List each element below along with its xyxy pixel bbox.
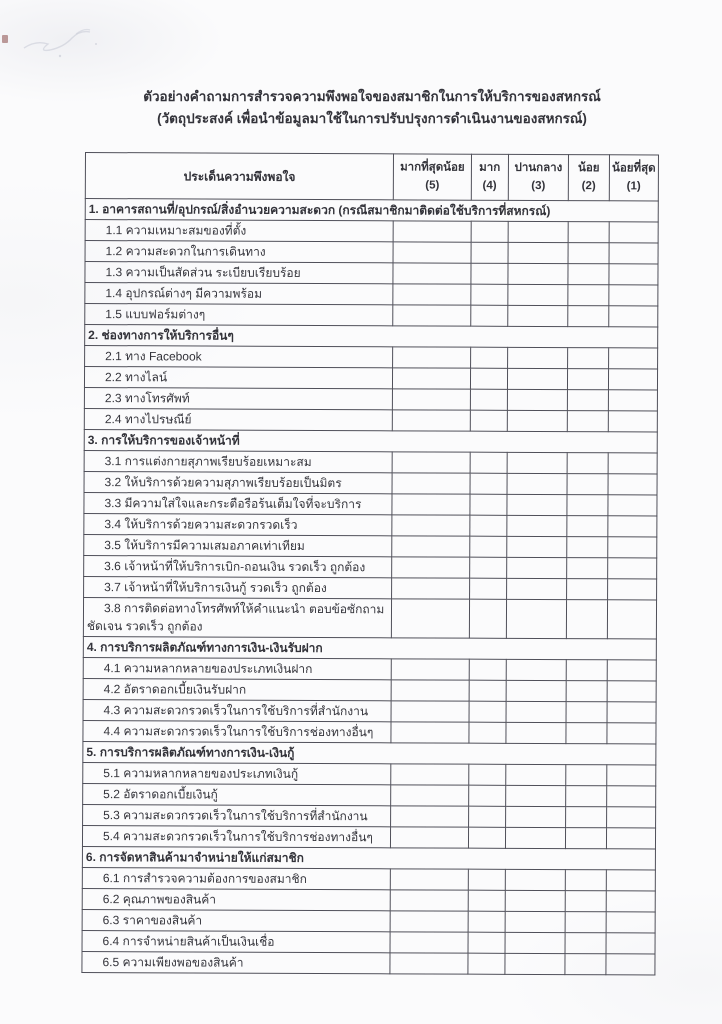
- rating-cell-empty: [468, 911, 505, 932]
- rating-cell-empty: [508, 284, 568, 305]
- rating-cell-empty: [471, 242, 508, 263]
- rating-cell-empty: [470, 473, 507, 494]
- rating-cell-empty: [505, 953, 565, 974]
- rating-cell-empty: [565, 891, 606, 912]
- survey-item-label: 6.1 การสำรวจความต้องการของสมาชิก: [82, 867, 390, 889]
- rating-cell-empty: [565, 933, 606, 954]
- section-title: 4. การบริการผลิตภัณฑ์ทางการเงิน-เงินรับฝาก: [83, 636, 656, 660]
- section-title: 1. อาคารสถานที่/อุปกรณ์/สิ่งอำนวยความสะดวก (กรณีสมาชิกมาติดต่อใช้บริการที่สหกรณ์): [85, 199, 658, 222]
- rating-cell-empty: [566, 765, 607, 786]
- survey-item-label: 1.2 ความสะดวกในการเดินทาง: [85, 241, 393, 263]
- survey-item-row: [85, 346, 658, 369]
- survey-item-label: 2.4 ทางไปรษณีย์: [84, 408, 392, 430]
- rating-cell-empty: [568, 264, 609, 285]
- survey-item-row: [84, 555, 657, 578]
- rating-cell-empty: [507, 473, 567, 494]
- rating-cell-empty: [506, 659, 566, 680]
- satisfaction-survey-table: [81, 152, 659, 975]
- document-title-line1: ตัวอย่างคำถามการสำรวจความพึงพอใจของสมาชิกในการให้บริการของสหกรณ์: [143, 89, 601, 104]
- rating-cell-empty: [566, 807, 607, 828]
- rating-column-header-2: [568, 155, 609, 201]
- rating-cell-empty: [507, 536, 567, 557]
- rating-cell-empty: [507, 368, 567, 389]
- rating-5-label: มากที่สุดน้อย: [400, 161, 465, 174]
- survey-item-label: 1.4 อุปกรณ์ต่างๆ มีความพร้อม: [85, 283, 393, 305]
- rating-5-value: (5): [425, 178, 440, 192]
- rating-3-value: (3): [531, 179, 546, 192]
- rating-cell-empty: [608, 390, 657, 411]
- rating-cell-empty: [392, 536, 469, 557]
- rating-cell-empty: [393, 368, 470, 389]
- survey-item-row: [82, 825, 655, 848]
- rating-cell-empty: [469, 680, 506, 701]
- rating-cell-empty: [393, 263, 470, 284]
- rating-cell-empty: [393, 284, 470, 305]
- rating-cell-empty: [609, 222, 658, 243]
- survey-item-label: 3.3 มีความใส่ใจและกระตือรือร้นเต็มใจที่จะบริการ: [84, 492, 392, 514]
- rating-cell-empty: [470, 410, 507, 431]
- survey-item-label: 3.8 การติดต่อทางโทรศัพท์ให้คำแนะนำ ตอบข้อซักถาม ชัดเจน รวดเร็ว ถูกต้อง: [83, 597, 391, 637]
- rating-cell-empty: [392, 599, 470, 638]
- document-title: [85, 86, 659, 129]
- survey-item-label: 4.4 ความสะดวกรวดเร็วในการใช้บริการช่องทางอื่นๆ: [83, 720, 391, 742]
- rating-cell-empty: [393, 242, 470, 263]
- survey-item-row: [83, 804, 656, 828]
- rating-cell-empty: [566, 723, 607, 744]
- scan-artifact-speck: [2, 35, 8, 43]
- rating-cell-empty: [507, 557, 567, 578]
- survey-item-label: 3.5 ให้บริการมีความเสมอภาคเท่าเทียม: [84, 534, 392, 556]
- rating-cell-empty: [469, 701, 506, 722]
- rating-cell-empty: [391, 869, 468, 890]
- rating-4-value: (4): [482, 179, 497, 192]
- rating-cell-empty: [469, 578, 506, 599]
- rating-cell-empty: [470, 305, 507, 326]
- survey-item-label: 4.2 อัตราดอกเบี้ยเงินรับฝาก: [83, 678, 391, 700]
- rating-cell-empty: [606, 786, 655, 807]
- table-header-row: [85, 153, 658, 201]
- rating-cell-empty: [470, 494, 507, 515]
- survey-item-row: [84, 408, 657, 432]
- survey-item-row: [82, 951, 655, 975]
- rating-cell-empty: [393, 347, 470, 368]
- survey-item-label: 4.3 ความสะดวกรวดเร็วในการใช้บริการที่สำนักงาน: [83, 699, 391, 721]
- rating-cell-empty: [469, 599, 506, 638]
- rating-cell-empty: [391, 827, 468, 848]
- rating-cell-empty: [606, 828, 655, 849]
- rating-cell-empty: [506, 701, 566, 722]
- rating-cell-empty: [506, 764, 566, 785]
- rating-cell-empty: [390, 953, 467, 974]
- survey-table-container: [81, 152, 659, 975]
- rating-cell-empty: [608, 348, 657, 369]
- rating-cell-empty: [607, 681, 656, 702]
- survey-item-label: 1.5 แบบฟอร์มต่างๆ: [85, 304, 393, 326]
- survey-item-label: 3.4 ให้บริการด้วยความสะดวกรวดเร็ว: [84, 513, 392, 535]
- rating-cell-empty: [505, 806, 565, 827]
- survey-item-row: [84, 576, 657, 599]
- rating-cell-empty: [469, 557, 506, 578]
- rating-cell-empty: [565, 912, 606, 933]
- rating-cell-empty: [506, 599, 566, 638]
- rating-cell-empty: [567, 537, 608, 558]
- rating-cell-empty: [607, 579, 656, 600]
- rating-cell-empty: [607, 660, 656, 681]
- rating-cell-empty: [392, 473, 469, 494]
- survey-item-row: [84, 513, 657, 537]
- rating-cell-empty: [390, 890, 467, 911]
- rating-cell-empty: [507, 410, 567, 431]
- rating-cell-empty: [468, 890, 505, 911]
- survey-item-label: 6.3 ราคาของสินค้า: [82, 909, 390, 931]
- rating-cell-empty: [568, 285, 609, 306]
- rating-cell-empty: [565, 870, 606, 891]
- rating-cell-empty: [568, 222, 609, 243]
- survey-item-label: 1.3 ความเป็นสัดส่วน ระเบียบเรียบร้อย: [85, 262, 393, 284]
- survey-item-label: 2.3 ทางโทรศัพท์: [84, 387, 392, 409]
- rating-cell-empty: [508, 221, 568, 242]
- rating-cell-empty: [468, 764, 505, 785]
- section-header-row: [83, 741, 656, 764]
- rating-cell-empty: [606, 912, 655, 933]
- rating-cell-empty: [607, 558, 656, 579]
- survey-item-label: 3.1 การแต่งกายสุภาพเรียบร้อยเหมาะสม: [84, 450, 392, 472]
- rating-cell-empty: [567, 390, 608, 411]
- survey-item-label: 2.2 ทางไลน์: [84, 367, 392, 389]
- rating-cell-empty: [607, 702, 656, 723]
- rating-cell-empty: [607, 723, 656, 744]
- survey-item-label: 4.1 ความหลากหลายของประเภทเงินฝาก: [83, 657, 391, 679]
- rating-cell-empty: [609, 264, 658, 285]
- rating-cell-empty: [608, 474, 657, 495]
- rating-cell-empty: [608, 516, 657, 537]
- rating-cell-empty: [469, 515, 506, 536]
- rating-cell-empty: [607, 537, 656, 558]
- rating-cell-empty: [392, 578, 469, 599]
- rating-cell-empty: [567, 411, 608, 432]
- rating-cell-empty: [507, 347, 567, 368]
- rating-cell-empty: [391, 659, 468, 680]
- survey-item-label: 6.5 ความเพียงพอของสินค้า: [82, 951, 390, 973]
- survey-item-row: [83, 699, 656, 723]
- rating-cell-empty: [468, 869, 505, 890]
- rating-cell-empty: [508, 263, 568, 284]
- survey-item-row: [84, 367, 657, 390]
- rating-cell-empty: [567, 516, 608, 537]
- rating-column-header-3: [508, 154, 568, 200]
- survey-item-label: 3.2 ให้บริการด้วยความสุภาพเรียบร้อยเป็นมิตร: [84, 471, 392, 493]
- survey-item-row: [82, 909, 655, 932]
- survey-item-label: 5.4 ความสะดวกรวดเร็วในการใช้บริการช่องทางอื่นๆ: [82, 825, 390, 847]
- rating-cell-empty: [391, 701, 468, 722]
- survey-item-row: [83, 762, 656, 785]
- rating-cell-empty: [506, 722, 566, 743]
- rating-cell-empty: [505, 890, 565, 911]
- survey-item-row: [85, 304, 658, 327]
- rating-cell-empty: [566, 681, 607, 702]
- rating-cell-empty: [468, 806, 505, 827]
- rating-2-value: (2): [581, 179, 596, 192]
- rating-cell-empty: [471, 221, 508, 242]
- rating-cell-empty: [566, 600, 607, 639]
- rating-cell-empty: [566, 702, 607, 723]
- rating-cell-empty: [391, 806, 468, 827]
- rating-cell-empty: [469, 659, 506, 680]
- rating-cell-empty: [608, 306, 657, 327]
- rating-cell-empty: [609, 243, 658, 264]
- section-title: 6. การจัดหาสินค้ามาจำหน่ายให้แก่สมาชิก: [82, 846, 655, 870]
- rating-cell-empty: [469, 536, 506, 557]
- rating-cell-empty: [468, 827, 505, 848]
- rating-cell-empty: [606, 933, 655, 954]
- survey-item-label: 6.2 คุณภาพของสินค้า: [82, 888, 390, 910]
- rating-cell-empty: [393, 221, 470, 242]
- rating-cell-empty: [507, 389, 567, 410]
- rating-1-label: น้อยที่สุด: [611, 162, 656, 175]
- rating-cell-empty: [390, 932, 467, 953]
- rating-cell-empty: [568, 243, 609, 264]
- rating-cell-empty: [566, 786, 607, 807]
- rating-cell-empty: [506, 785, 566, 806]
- rating-cell-empty: [505, 869, 565, 890]
- rating-cell-empty: [508, 305, 568, 326]
- rating-cell-empty: [566, 660, 607, 681]
- rating-cell-empty: [393, 305, 470, 326]
- rating-cell-empty: [508, 242, 568, 263]
- rating-cell-empty: [391, 722, 468, 743]
- rating-cell-empty: [468, 953, 505, 974]
- rating-cell-empty: [505, 911, 565, 932]
- survey-item-row: [85, 283, 658, 306]
- rating-cell-empty: [607, 600, 656, 639]
- rating-cell-empty: [608, 495, 657, 516]
- rating-cell-empty: [606, 954, 655, 975]
- rating-cell-empty: [565, 954, 606, 975]
- survey-table-body: [82, 199, 658, 975]
- survey-item-label: 3.6 เจ้าหน้าที่ให้บริการเบิก-ถอนเงิน รวดเร็ว ถูกต้อง: [84, 555, 392, 577]
- rating-cell-empty: [606, 891, 655, 912]
- rating-cell-empty: [507, 452, 567, 473]
- rating-cell-empty: [393, 389, 470, 410]
- survey-item-row: [83, 720, 656, 744]
- survey-item-row: [83, 678, 656, 701]
- rating-cell-empty: [470, 284, 507, 305]
- survey-item-row: [82, 888, 655, 911]
- rating-cell-empty: [505, 827, 565, 848]
- rating-cell-empty: [608, 411, 657, 432]
- survey-item-row: [84, 387, 657, 410]
- rating-cell-empty: [392, 452, 469, 473]
- rating-cell-empty: [565, 828, 606, 849]
- section-header-row: [85, 199, 658, 222]
- rating-cell-empty: [568, 306, 609, 327]
- survey-item-row: [84, 534, 657, 558]
- survey-item-row: [82, 930, 655, 954]
- rating-cell-empty: [471, 263, 508, 284]
- rating-cell-empty: [609, 285, 658, 306]
- rating-cell-empty: [505, 932, 565, 953]
- rating-cell-empty: [390, 911, 467, 932]
- rating-cell-empty: [606, 807, 655, 828]
- section-title: 3. การให้บริการของเจ้าหน้าที่: [84, 429, 657, 452]
- topic-column-header: ประเด็นความพึงพอใจ: [85, 153, 393, 200]
- survey-item-row: [84, 450, 657, 474]
- survey-item-row: [85, 220, 658, 243]
- survey-item-row: [85, 262, 658, 286]
- rating-1-value: (1): [626, 179, 641, 192]
- section-header-row: [83, 636, 656, 660]
- rating-4-label: มาก: [479, 161, 501, 175]
- rating-column-header-5: [394, 154, 472, 200]
- survey-item-row: [82, 867, 655, 891]
- survey-item-row: [84, 471, 657, 494]
- rating-cell-empty: [568, 348, 609, 369]
- survey-item-label: 2.1 ทาง Facebook: [85, 346, 393, 368]
- rating-cell-empty: [606, 765, 655, 786]
- rating-cell-empty: [391, 680, 468, 701]
- survey-item-label: 5.3 ความสะดวกรวดเร็วในการใช้บริการที่สำนักงาน: [83, 804, 391, 826]
- pencil-scribble-mark: [14, 18, 124, 73]
- rating-cell-empty: [608, 453, 657, 474]
- section-header-row: [85, 325, 658, 348]
- rating-column-header-1: [609, 155, 658, 201]
- rating-cell-empty: [391, 764, 468, 785]
- rating-cell-empty: [392, 557, 469, 578]
- rating-cell-empty: [392, 515, 469, 536]
- rating-cell-empty: [470, 389, 507, 410]
- rating-cell-empty: [506, 578, 566, 599]
- survey-item-row: [83, 783, 656, 807]
- section-header-row: [82, 846, 655, 870]
- rating-cell-empty: [608, 369, 657, 390]
- rating-cell-empty: [392, 494, 469, 515]
- rating-column-header-4: [471, 154, 508, 200]
- rating-cell-empty: [468, 932, 505, 953]
- rating-cell-empty: [470, 347, 507, 368]
- rating-cell-empty: [567, 474, 608, 495]
- survey-item-label: 5.1 ความหลากหลายของประเภทเงินกู้: [83, 762, 391, 784]
- rating-2-label: น้อย: [578, 162, 600, 175]
- rating-cell-empty: [470, 452, 507, 473]
- rating-cell-empty: [507, 494, 567, 515]
- rating-cell-empty: [567, 579, 608, 600]
- rating-cell-empty: [470, 368, 507, 389]
- rating-cell-empty: [567, 453, 608, 474]
- rating-cell-empty: [507, 515, 567, 536]
- section-header-row: [84, 429, 657, 452]
- rating-cell-empty: [469, 722, 506, 743]
- survey-item-row: [84, 492, 657, 515]
- rating-cell-empty: [393, 410, 470, 431]
- survey-item-row: [83, 657, 656, 681]
- rating-cell-empty: [567, 495, 608, 516]
- rating-cell-empty: [606, 870, 655, 891]
- section-title: 2. ช่องทางการให้บริการอื่นๆ: [85, 325, 658, 348]
- rating-3-label: ปานกลาง: [514, 162, 563, 175]
- rating-cell-empty: [468, 785, 505, 806]
- document-title-line2: (วัตถุประสงค์ เพื่อนำข้อมูลมาใช้ในการปรับปรุงการดำเนินงานของสหกรณ์): [157, 110, 587, 126]
- survey-item-label: 5.2 อัตราดอกเบี้ยเงินกู้: [83, 783, 391, 805]
- survey-item-row: [85, 241, 658, 264]
- survey-item-label: 1.1 ความเหมาะสมของที่ตั้ง: [85, 220, 393, 242]
- rating-cell-empty: [567, 369, 608, 390]
- rating-cell-empty: [506, 680, 566, 701]
- rating-cell-empty: [391, 785, 468, 806]
- survey-item-label: 3.7 เจ้าหน้าที่ให้บริการเงินกู้ รวดเร็ว ถูกต้อง: [84, 576, 392, 598]
- section-title: 5. การบริการผลิตภัณฑ์ทางการเงิน-เงินกู้: [83, 741, 656, 764]
- survey-item-row: [83, 597, 656, 638]
- survey-item-label: 6.4 การจำหน่ายสินค้าเป็นเงินเชื่อ: [82, 930, 390, 952]
- rating-cell-empty: [567, 558, 608, 579]
